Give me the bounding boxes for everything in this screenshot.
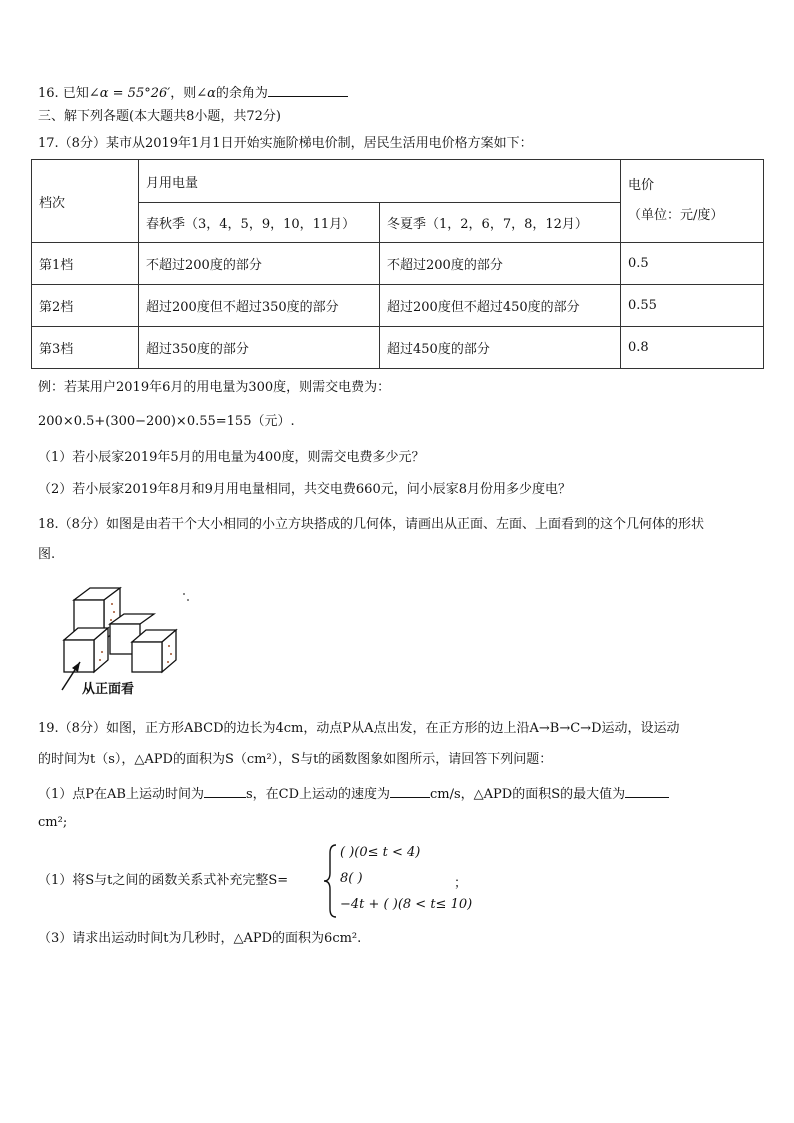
front-view-label: 从正面看 [82, 682, 135, 697]
q19-blank-speed[interactable] [390, 783, 430, 798]
q19-p1-text-b: s，在CD上运动的速度为 [245, 787, 391, 802]
spring-cell: 超过200度但不超过350度的部分 [139, 285, 380, 327]
q16-middle: ，则 [170, 86, 197, 101]
q18-line2: 图. [38, 547, 56, 562]
winter-cell: 超过200度但不超过450度的部分 [380, 285, 621, 327]
q19-p2-end: ； [454, 876, 468, 891]
question-16 [38, 82, 348, 103]
spring-cell: 超过350度的部分 [139, 327, 380, 369]
left-brace-icon [322, 843, 342, 919]
table-row [32, 285, 764, 327]
table-row [32, 243, 764, 285]
q16-answer-blank[interactable] [268, 82, 348, 97]
q19-line1: 19.（8分）如图，正方形ABCD的边长为4cm，动点P从A点出发，在正方形的边上沿A→B→C→D运动，设运动 [38, 721, 680, 736]
header-usage: 月用电量 [139, 160, 621, 203]
case-1: ( )(0≤ t < 4) [340, 845, 421, 860]
q17-calc: 200×0.5+(300−200)×0.55=155（元）. [38, 414, 295, 429]
q16-number: 16. [38, 86, 59, 101]
q16-prefix: 已知 [62, 86, 89, 101]
q19-part2 [38, 872, 288, 890]
header-price-title: 电价 [628, 178, 655, 193]
q17-part2: （2）若小辰家2019年8月和9月用电量相同，共交电费660元，问小辰家8月份用多少度电？ [38, 482, 571, 497]
tier-cell: 第3档 [32, 327, 139, 369]
section-3-heading: 三、解下列各题(本大题共8小题，共72分) [38, 109, 281, 124]
q19-blank-time[interactable] [204, 783, 246, 798]
header-price-unit: （单位：元/度） [628, 208, 724, 223]
q19-p1-text-a: （1）点P在AB上运动时间为 [38, 787, 204, 802]
electricity-price-table [31, 159, 764, 369]
header-winter-summer: 冬夏季（1，2，6，7，8，12月） [380, 203, 621, 243]
tier-cell: 第1档 [32, 243, 139, 285]
q19-part1 [38, 783, 669, 804]
q16-formula: ∠α = 55°26′ [88, 86, 171, 101]
q16-angle: ∠α [196, 86, 216, 101]
q17-intro: 17.（8分）某市从2019年1月1日开始实施阶梯电价制，居民生活用电价格方案如下： [38, 136, 533, 151]
q19-blank-max[interactable] [625, 783, 669, 798]
price-cell: 0.55 [621, 285, 764, 327]
price-cell: 0.8 [621, 327, 764, 369]
header-price [621, 160, 764, 243]
tier-cell: 第2档 [32, 285, 139, 327]
winter-cell: 超过450度的部分 [380, 327, 621, 369]
q19-p2-text: （1）将S与t之间的函数关系式补充完整S= [38, 873, 289, 888]
winter-cell: 不超过200度的部分 [380, 243, 621, 285]
q19-line2: 的时间为t（s），△APD的面积为S（cm²），S与t的函数图象如图所示，请回答下列问题： [38, 752, 553, 767]
q17-example: 例：若某用户2019年6月的用电量为300度，则需交电费为： [38, 380, 391, 395]
spring-cell: 不超过200度的部分 [139, 243, 380, 285]
table-row [32, 327, 764, 369]
case-2: 8( ) [340, 871, 363, 886]
q16-suffix: 的余角为 [215, 86, 268, 101]
q19-part3: （3）请求出运动时间t为几秒时，△APD的面积为6cm². [38, 931, 362, 946]
header-spring-autumn: 春秋季（3，4，5，9，10，11月） [139, 203, 380, 243]
header-tier: 档次 [32, 160, 139, 243]
q17-part1: （1）若小辰家2019年5月的用电量为400度，则需交电费多少元？ [38, 450, 425, 465]
cube-figure [44, 582, 194, 698]
q19-p1-text-c: cm/s，△APD的面积S的最大值为 [430, 787, 626, 802]
case-3: −4t + ( )(8 < t≤ 10) [340, 897, 473, 912]
q19-p1-unit: cm²; [38, 815, 68, 830]
price-cell: 0.5 [621, 243, 764, 285]
piecewise-function [306, 843, 476, 919]
q18-line1: 18.（8分）如图是由若干个大小相同的小立方块搭成的几何体，请画出从正面、左面、上面看到的这个几何体的形状 [38, 517, 704, 532]
